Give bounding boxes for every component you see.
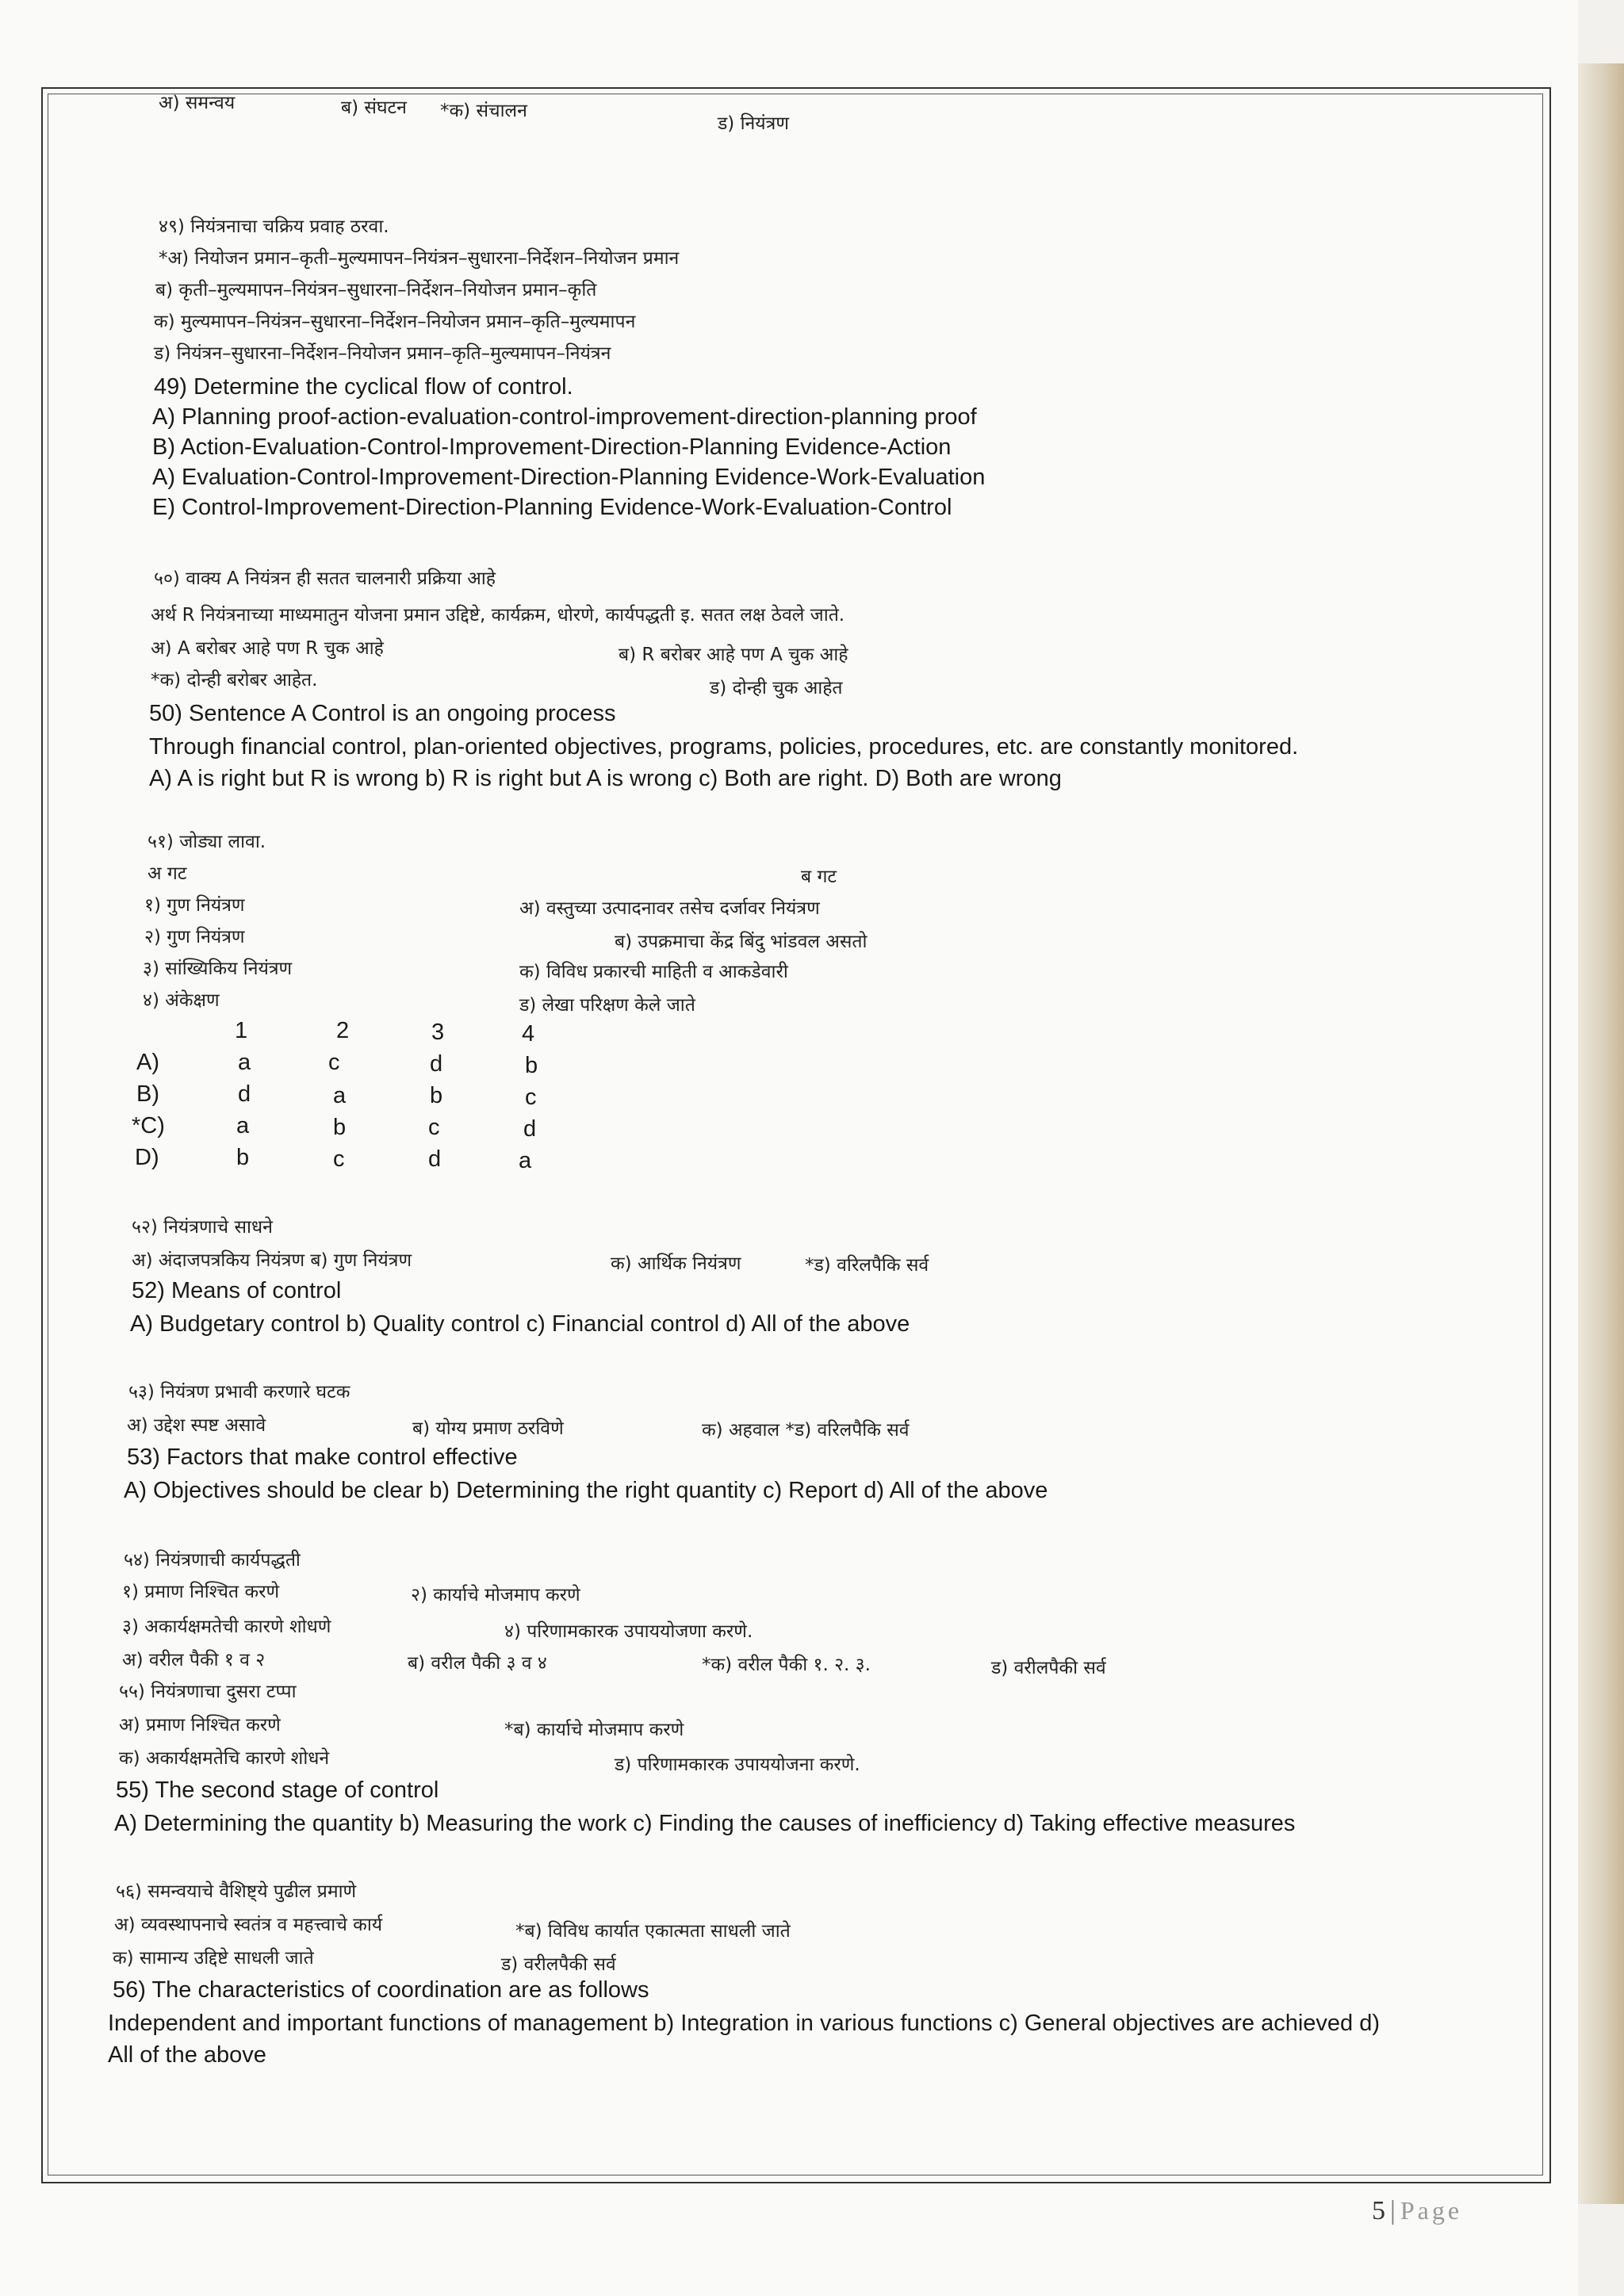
q49-english-option: A) Evaluation-Control-Improvement-Direction-Planning Evidence-Work-Evaluation: [152, 465, 986, 490]
q52-english-options: A) Budgetary control b) Quality control c) Financial control d) All of the above: [130, 1311, 910, 1337]
q51-grid-cell: d: [428, 1146, 442, 1172]
q51-grid-cell: d: [523, 1116, 537, 1142]
q54-step: ३) अकार्यक्षमतेची कारणे शोधणे: [122, 1617, 331, 1637]
q51-grid-row-label: B): [136, 1081, 159, 1107]
q51-grid-header: 3: [431, 1020, 445, 1045]
top-option-d: ड) नियंत्रण: [718, 113, 789, 134]
q51-grid-row-label: A): [136, 1050, 159, 1075]
q51-grid-cell: c: [333, 1146, 345, 1172]
q53-english-question: 53) Factors that make control effective: [127, 1445, 518, 1470]
q51-right-item: ड) लेखा परिक्षण केले जाते: [519, 995, 695, 1016]
q51-left-item: ४) अंकेक्षण: [143, 990, 220, 1011]
q56-english-options: Independent and important functions of management b) Integration in various functions c) General objectives are achieved d): [108, 2011, 1381, 2036]
q49-english-option: A) Planning proof-action-evaluation-control-improvement-direction-planning proof: [152, 404, 977, 430]
q55-marathi-question: ५५) नियंत्रणाचा दुसरा टप्पा: [119, 1682, 297, 1702]
q49-marathi-option: ब) कृती–मुल्यमापन–नियंत्रन–सुधारना–निर्देशन–नियोजन प्रमान–कृति: [155, 280, 597, 300]
q54-step: २) कार्याचे मोजमाप करणे: [411, 1585, 580, 1605]
q51-grid-cell: c: [428, 1115, 440, 1140]
q52-marathi-option: अ) अंदाजपत्रकिय नियंत्रण ब) गुण नियंत्रण: [132, 1250, 412, 1271]
page-label: Page: [1400, 2196, 1463, 2225]
q52-marathi-option: *ड) वरिलपैकि सर्व: [805, 1255, 929, 1276]
q51-grid-header: 1: [235, 1018, 248, 1043]
q49-marathi-option: ड) नियंत्रन–सुधारना–निर्देशन–नियोजन प्रमान–कृति–मुल्यमापन–नियंत्रन: [154, 343, 611, 364]
q54-option: *क) वरील पैकी १. २. ३.: [702, 1655, 871, 1675]
q50-marathi-option: अ) A बरोबर आहे पण R चुक आहे: [151, 638, 384, 659]
q50-english-options: A) A is right but R is wrong b) R is right but A is wrong c) Both are right. D) Both are wrong: [149, 766, 1062, 791]
q52-english-question: 52) Means of control: [132, 1278, 342, 1303]
q51-grid-header: 2: [336, 1018, 350, 1043]
q51-group-b-label: ब गट: [801, 867, 837, 887]
q51-grid-row-label: D): [135, 1145, 159, 1170]
q53-marathi-question: ५३) नियंत्रण प्रभावी करणारे घटक: [128, 1382, 350, 1402]
q51-group-a-label: अ गट: [147, 863, 187, 884]
q49-english-option: E) Control-Improvement-Direction-Planning Evidence-Work-Evaluation-Control: [152, 495, 952, 520]
q53-marathi-option: क) अहवाल *ड) वरिलपैकि सर्व: [702, 1420, 910, 1441]
q55-option: अ) प्रमाण निश्चित करणे: [119, 1715, 281, 1735]
q51-grid-cell: b: [430, 1083, 443, 1108]
q51-right-item: ब) उपक्रमाचा केंद्र बिंदु भांडवल असतो: [615, 932, 868, 952]
q49-marathi-option: *अ) नियोजन प्रमान–कृती–मुल्यमापन–नियंत्रन–सुधारना–निर्देशन–नियोजन प्रमान: [159, 248, 680, 269]
q49-marathi-option: क) मुल्यमापन–नियंत्रन–सुधारना–निर्देशन–नियोजन प्रमान–कृति–मुल्यमापन: [154, 312, 636, 332]
top-option-a: अ) समन्वय: [159, 93, 236, 113]
q51-grid-cell: a: [236, 1113, 250, 1138]
top-option-b: ब) संघटन: [341, 98, 407, 118]
q51-grid-cell: a: [333, 1083, 347, 1108]
page-edge-shadow: [1576, 63, 1624, 2204]
q53-english-options: A) Objectives should be clear b) Determining the right quantity c) Report d) All of the above: [124, 1478, 1048, 1503]
q51-grid-cell: b: [333, 1115, 347, 1140]
q51-grid-cell: d: [430, 1051, 443, 1077]
q51-right-item: अ) वस्तुच्या उत्पादनावर तसेच दर्जावर नियंत्रण: [519, 898, 820, 919]
q53-marathi-option: ब) योग्य प्रमाण ठरविणे: [412, 1418, 564, 1439]
q56-option: अ) व्यवस्थापनाचे स्वतंत्र व महत्त्वाचे कार्य: [114, 1915, 383, 1935]
q54-step: १) प्रमाण निश्चित करणे: [122, 1582, 280, 1602]
q51-grid-row-label-correct: *C): [132, 1113, 165, 1138]
q49-english-question: 49) Determine the cyclical flow of control.: [154, 374, 573, 400]
q56-option: क) सामान्य उद्दिष्टे साधली जाते: [113, 1948, 314, 1969]
q51-grid-cell: c: [328, 1050, 340, 1075]
q56-marathi-question: ५६) समन्वयाचे वैशिष्ट्ये पुढील प्रमाणे: [116, 1881, 357, 1902]
q50-marathi-option: *क) दोन्ही बरोबर आहेत.: [151, 670, 318, 691]
q55-option: ड) परिणामकारक उपाययोजना करणे.: [615, 1755, 860, 1775]
q52-marathi-question: ५२) नियंत्रणाचे साधने: [132, 1217, 273, 1238]
q50-assertion: ५०) वाक्य A नियंत्रन ही सतत चालनारी प्रक्रिया आहे: [154, 568, 496, 589]
q50-marathi-option: ब) R बरोबर आहे पण A चुक आहे: [619, 645, 848, 665]
q51-grid-cell: a: [519, 1148, 532, 1173]
page-separator: |: [1390, 2196, 1396, 2225]
q56-option: *ब) विविध कार्यात एकात्मता साधली जाते: [515, 1921, 791, 1942]
q51-grid-cell: b: [236, 1145, 250, 1170]
q51-grid-header: 4: [522, 1021, 535, 1047]
q53-marathi-option: अ) उद्देश स्पष्ट असावे: [127, 1415, 266, 1436]
q55-option: *ब) कार्याचे मोजमाप करणे: [504, 1720, 684, 1740]
q54-option: अ) वरील पैकी १ व २: [122, 1650, 266, 1670]
q51-grid-cell: d: [238, 1081, 251, 1107]
q49-marathi-question: ४९) नियंत्रनाचा चक्रिय प्रवाह ठरवा.: [159, 216, 389, 237]
q55-option: क) अकार्यक्षमतेचि कारणे शोधने: [119, 1748, 330, 1769]
q52-marathi-option: क) आर्थिक नियंत्रण: [611, 1253, 741, 1274]
q55-english-question: 55) The second stage of control: [116, 1777, 439, 1803]
q51-title: ५१) जोड्या लावा.: [147, 832, 266, 852]
q55-english-options: A) Determining the quantity b) Measuring the work c) Finding the causes of inefficiency d) Taking effective measures: [114, 1811, 1296, 1836]
q50-english-question: 50) Sentence A Control is an ongoing process: [149, 701, 616, 726]
page-number: 5: [1372, 2196, 1385, 2225]
q56-english-question: 56) The characteristics of coordination are as follows: [113, 1977, 649, 2003]
q56-option: ड) वरीलपैकी सर्व: [501, 1954, 616, 1975]
q51-left-item: २) गुण नियंत्रण: [144, 927, 245, 947]
page-footer: [1372, 2196, 1462, 2226]
q51-left-item: १) गुण नियंत्रण: [144, 895, 245, 916]
q50-english-reason: Through financial control, plan-oriented objectives, programs, policies, procedures, etc. are constantly monitored.: [149, 734, 1299, 760]
q51-grid-cell: c: [525, 1085, 537, 1110]
q49-english-option: B) Action-Evaluation-Control-Improvement-Direction-Planning Evidence-Action: [152, 434, 952, 460]
q50-marathi-option: ड) दोन्ही चुक आहेत: [710, 678, 843, 698]
q54-option: ब) वरील पैकी ३ व ४: [408, 1653, 547, 1674]
q51-grid-cell: a: [238, 1050, 251, 1075]
q56-english-options-cont: All of the above: [108, 2042, 266, 2068]
top-option-c: *क) संचालन: [440, 101, 527, 121]
q51-right-item: क) विविध प्रकारची माहिती व आकडेवारी: [519, 962, 788, 982]
q54-marathi-question: ५४) नियंत्रणाची कार्यपद्धती: [124, 1550, 301, 1571]
q50-reason: अर्थ R नियंत्रनाच्या माध्यमातुन योजना प्रमान उद्दिष्टे, कार्यक्रम, धोरणे, कार्यपद्धती इ. सतत लक्ष ठेवले जाते.: [151, 605, 845, 626]
q54-step: ४) परिणामकारक उपाययोजणा करणे.: [504, 1621, 753, 1642]
q51-left-item: ३) सांख्यिकिय नियंत्रण: [143, 959, 293, 979]
q51-grid-cell: b: [525, 1053, 538, 1078]
q54-option: ड) वरीलपैकी सर्व: [991, 1658, 1106, 1678]
